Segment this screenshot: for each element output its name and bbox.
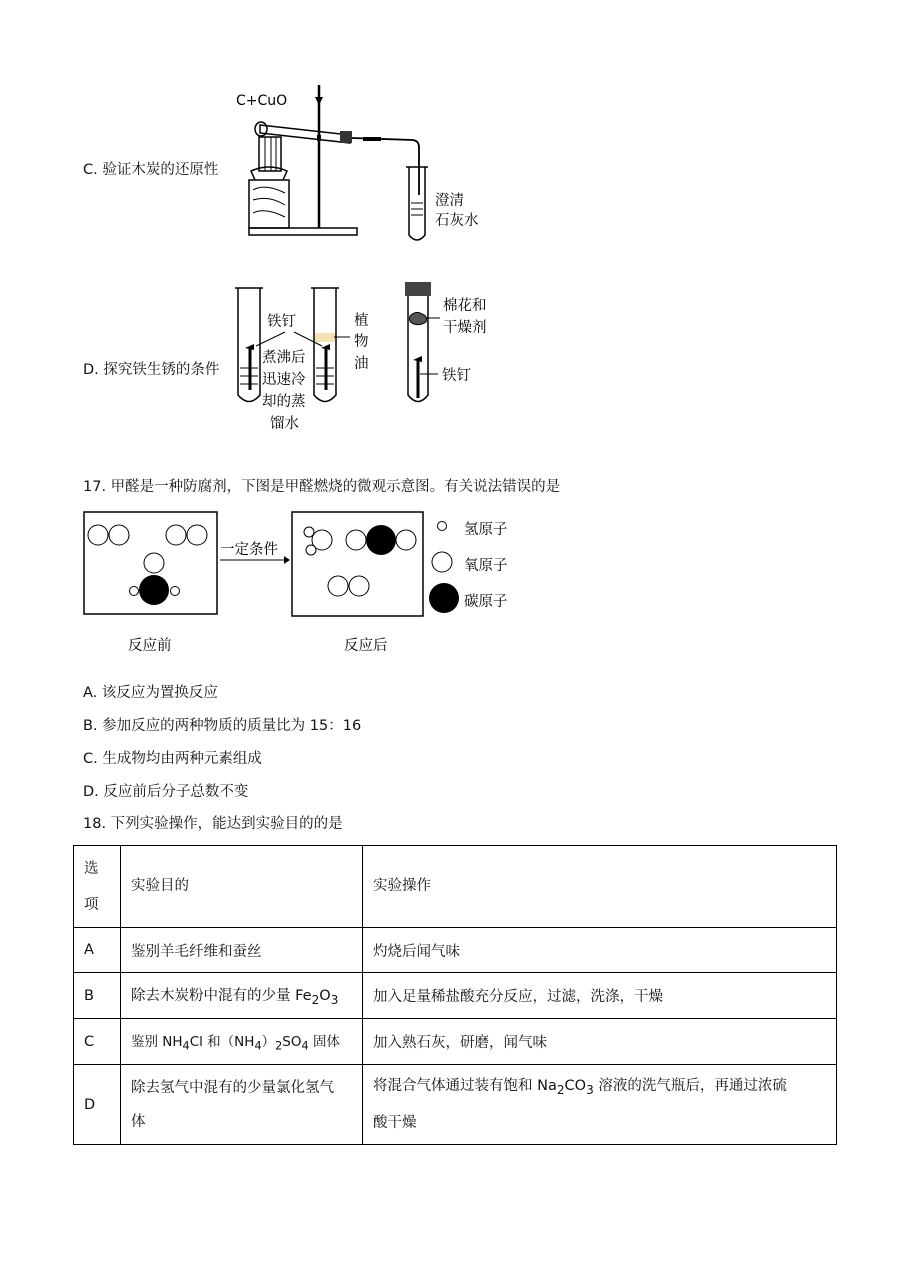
legend-carbon: 碳原子 bbox=[464, 594, 508, 610]
row-c-goal: 鉴别 $NH_4Cl$ 和$(NH_4)_2SO_4$ 固体 bbox=[121, 1019, 363, 1065]
q18-stem: 18. 下列实验操作，能达到实验目的的是 bbox=[83, 816, 343, 832]
row-d-operation: 将混合气体通过装有饱和 $Na_2CO_3$ 溶液的洗气瓶后，再通过浓硫 酸干燥 bbox=[363, 1065, 837, 1145]
legend-oxygen: 氧原子 bbox=[464, 558, 508, 574]
nail-label: 铁钉 bbox=[267, 314, 296, 330]
table-row bbox=[74, 973, 837, 1019]
table-header-row bbox=[74, 846, 837, 928]
header-operation: 实验操作 bbox=[363, 846, 837, 928]
cotton-line-1: 棉花和 bbox=[443, 298, 487, 314]
charcoal-reduction-apparatus bbox=[225, 85, 495, 245]
before-caption: 反应前 bbox=[128, 638, 172, 654]
option-d-label: D. 探究铁生锈的条件 bbox=[83, 362, 220, 378]
rusting-conditions-apparatus bbox=[230, 280, 510, 440]
oil-line-3: 油 bbox=[354, 356, 369, 372]
oil-line-1: 植 bbox=[354, 313, 369, 329]
water-line-1: 煮沸后 bbox=[262, 350, 306, 366]
q17-option-d: D. 反应前后分子总数不变 bbox=[83, 784, 249, 800]
row-a-operation: 灼烧后闻气味 bbox=[363, 928, 837, 973]
water-line-2: 迅速冷 bbox=[262, 372, 306, 388]
table-row bbox=[74, 928, 837, 973]
after-caption: 反应后 bbox=[344, 638, 388, 654]
row-a-goal: 鉴别羊毛纤维和蚕丝 bbox=[121, 928, 363, 973]
legend-hydrogen: 氢原子 bbox=[464, 522, 508, 538]
water-line-3: 却的蒸 bbox=[262, 394, 306, 410]
formaldehyde-combustion-diagram bbox=[82, 510, 522, 655]
row-a-option: A bbox=[74, 928, 121, 973]
option-c-label: C. 验证木炭的还原性 bbox=[83, 162, 219, 178]
row-d-goal: 除去氢气中混有的少量氯化氢气 体 bbox=[121, 1065, 363, 1145]
row-b-option: B bbox=[74, 973, 121, 1019]
reagent-label: C+CuO bbox=[236, 93, 288, 109]
q17-option-a: A. 该反应为置换反应 bbox=[83, 685, 218, 701]
row-b-operation: 加入足量稀盐酸充分反应，过滤，洗涤，干燥 bbox=[363, 973, 837, 1019]
row-c-option: C bbox=[74, 1019, 121, 1065]
oil-line-2: 物 bbox=[354, 334, 369, 350]
header-goal: 实验目的 bbox=[121, 846, 363, 928]
row-b-goal: 除去木炭粉中混有的少量 $Fe_2O_3$ bbox=[121, 973, 363, 1019]
nail-label-2: 铁钉 bbox=[442, 368, 471, 384]
condition-label: 一定条件 bbox=[220, 542, 278, 558]
water-line-4: 馏水 bbox=[270, 416, 299, 432]
cotton-line-2: 干燥剂 bbox=[443, 320, 487, 336]
header-option: 选 项 bbox=[74, 846, 121, 928]
water-label-1: 澄清 bbox=[435, 193, 464, 209]
row-c-operation: 加入熟石灰，研磨，闻气味 bbox=[363, 1019, 837, 1065]
q18-table bbox=[73, 845, 837, 1145]
q17-stem: 17. 甲醛是一种防腐剂，下图是甲醛燃烧的微观示意图。有关说法错误的是 bbox=[83, 479, 561, 495]
table-row bbox=[74, 1019, 837, 1065]
q17-option-c: C. 生成物均由两种元素组成 bbox=[83, 751, 262, 767]
water-label-2: 石灰水 bbox=[435, 213, 479, 229]
q17-option-b: B. 参加反应的两种物质的质量比为 15：16 bbox=[83, 718, 362, 734]
table-row bbox=[74, 1065, 837, 1145]
row-d-option: D bbox=[74, 1065, 121, 1145]
